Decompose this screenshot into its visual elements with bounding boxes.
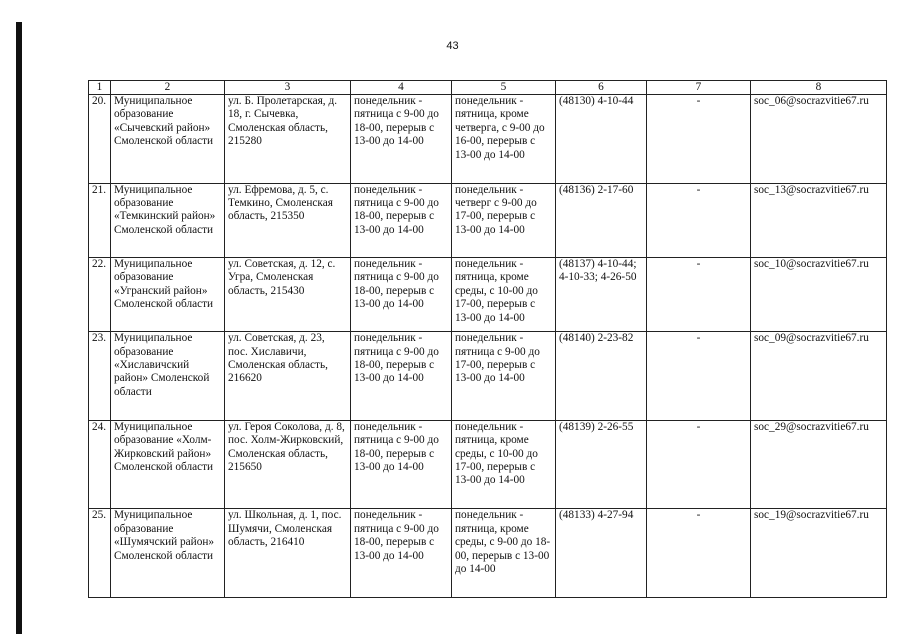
email-cell: soc_10@socrazvitie67.ru: [751, 257, 887, 331]
hours-cell: понедельник - пятница с 9-00 до 17-00, перерыв с 13-00 до 14-00: [452, 332, 556, 421]
email-cell: soc_13@socrazvitie67.ru: [751, 183, 887, 257]
address-cell: ул. Б. Пролетарская, д. 18, г. Сычевка, Смоленская область, 215280: [225, 95, 351, 184]
dash-cell: -: [647, 509, 751, 598]
hours-cell: понедельник - пятница, кроме среды, с 9-00 до 18-00, перерыв с 13-00 до 14-00: [452, 509, 556, 598]
hours-cell: понедельник - пятница с 9-00 до 18-00, перерыв с 13-00 до 14-00: [351, 257, 452, 331]
municipality-name: Муниципальное образование «Темкинский район» Смоленской области: [111, 183, 225, 257]
email-cell: soc_06@socrazvitie67.ru: [751, 95, 887, 184]
hours-cell: понедельник - пятница, кроме среды, с 10-00 до 17-00, перерыв с 13-00 до 14-00: [452, 257, 556, 331]
email-cell: soc_09@socrazvitie67.ru: [751, 332, 887, 421]
hours-cell: понедельник - пятница, кроме среды, с 10-00 до 17-00, перерыв с 13-00 до 14-00: [452, 420, 556, 509]
dash-cell: -: [647, 257, 751, 331]
hours-cell: понедельник - пятница с 9-00 до 18-00, перерыв с 13-00 до 14-00: [351, 420, 452, 509]
municipality-name: Муниципальное образование «Хиславичский район» Смоленской области: [111, 332, 225, 421]
header-cell: 8: [751, 81, 887, 95]
municipality-name: Муниципальное образование «Шумячский район» Смоленской области: [111, 509, 225, 598]
municipality-name: Муниципальное образование «Сычевский район» Смоленской области: [111, 95, 225, 184]
table-row: [89, 420, 887, 509]
row-number: 22.: [89, 257, 111, 331]
page-number: 43: [446, 40, 459, 52]
hours-cell: понедельник - пятница, кроме четверга, с 9-00 до 16-00, перерыв с 13-00 до 14-00: [452, 95, 556, 184]
address-cell: ул. Героя Соколова, д. 8, пос. Холм-Жирковский, Смоленская область, 215650: [225, 420, 351, 509]
phone-cell: (48130) 4-10-44: [556, 95, 647, 184]
header-cell: 4: [351, 81, 452, 95]
dash-cell: -: [647, 332, 751, 421]
header-cell: 7: [647, 81, 751, 95]
header-cell: 3: [225, 81, 351, 95]
address-cell: ул. Ефремова, д. 5, с. Темкино, Смоленская область, 215350: [225, 183, 351, 257]
dash-cell: -: [647, 183, 751, 257]
address-cell: ул. Советская, д. 12, с. Угра, Смоленская область, 215430: [225, 257, 351, 331]
table-row: [89, 95, 887, 184]
row-number: 25.: [89, 509, 111, 598]
header-cell: 6: [556, 81, 647, 95]
offices-table: [88, 80, 887, 598]
dash-cell: -: [647, 95, 751, 184]
table-row: [89, 183, 887, 257]
municipality-name: Муниципальное образование «Холм-Жирковский район» Смоленской области: [111, 420, 225, 509]
row-number: 20.: [89, 95, 111, 184]
header-row: [89, 81, 887, 95]
table-row: [89, 509, 887, 598]
table-row: [89, 332, 887, 421]
phone-cell: (48137) 4-10-44; 4-10-33; 4-26-50: [556, 257, 647, 331]
dash-cell: -: [647, 420, 751, 509]
address-cell: ул. Школьная, д. 1, пос. Шумячи, Смоленская область, 216410: [225, 509, 351, 598]
phone-cell: (48136) 2-17-60: [556, 183, 647, 257]
header-cell: 2: [111, 81, 225, 95]
address-cell: ул. Советская, д. 23, пос. Хиславичи, Смоленская область, 216620: [225, 332, 351, 421]
row-number: 23.: [89, 332, 111, 421]
phone-cell: (48133) 4-27-94: [556, 509, 647, 598]
hours-cell: понедельник - пятница с 9-00 до 18-00, перерыв с 13-00 до 14-00: [351, 183, 452, 257]
row-number: 21.: [89, 183, 111, 257]
row-number: 24.: [89, 420, 111, 509]
hours-cell: понедельник - четверг с 9-00 до 17-00, перерыв с 13-00 до 14-00: [452, 183, 556, 257]
phone-cell: (48140) 2-23-82: [556, 332, 647, 421]
phone-cell: (48139) 2-26-55: [556, 420, 647, 509]
hours-cell: понедельник - пятница с 9-00 до 18-00, перерыв с 13-00 до 14-00: [351, 95, 452, 184]
email-cell: soc_29@socrazvitie67.ru: [751, 420, 887, 509]
municipality-name: Муниципальное образование «Угранский район» Смоленской области: [111, 257, 225, 331]
hours-cell: понедельник - пятница с 9-00 до 18-00, перерыв с 13-00 до 14-00: [351, 509, 452, 598]
table-row: [89, 257, 887, 331]
header-cell: 1: [89, 81, 111, 95]
scan-margin-bar: [16, 22, 22, 634]
hours-cell: понедельник - пятница с 9-00 до 18-00, перерыв с 13-00 до 14-00: [351, 332, 452, 421]
header-cell: 5: [452, 81, 556, 95]
email-cell: soc_19@socrazvitie67.ru: [751, 509, 887, 598]
